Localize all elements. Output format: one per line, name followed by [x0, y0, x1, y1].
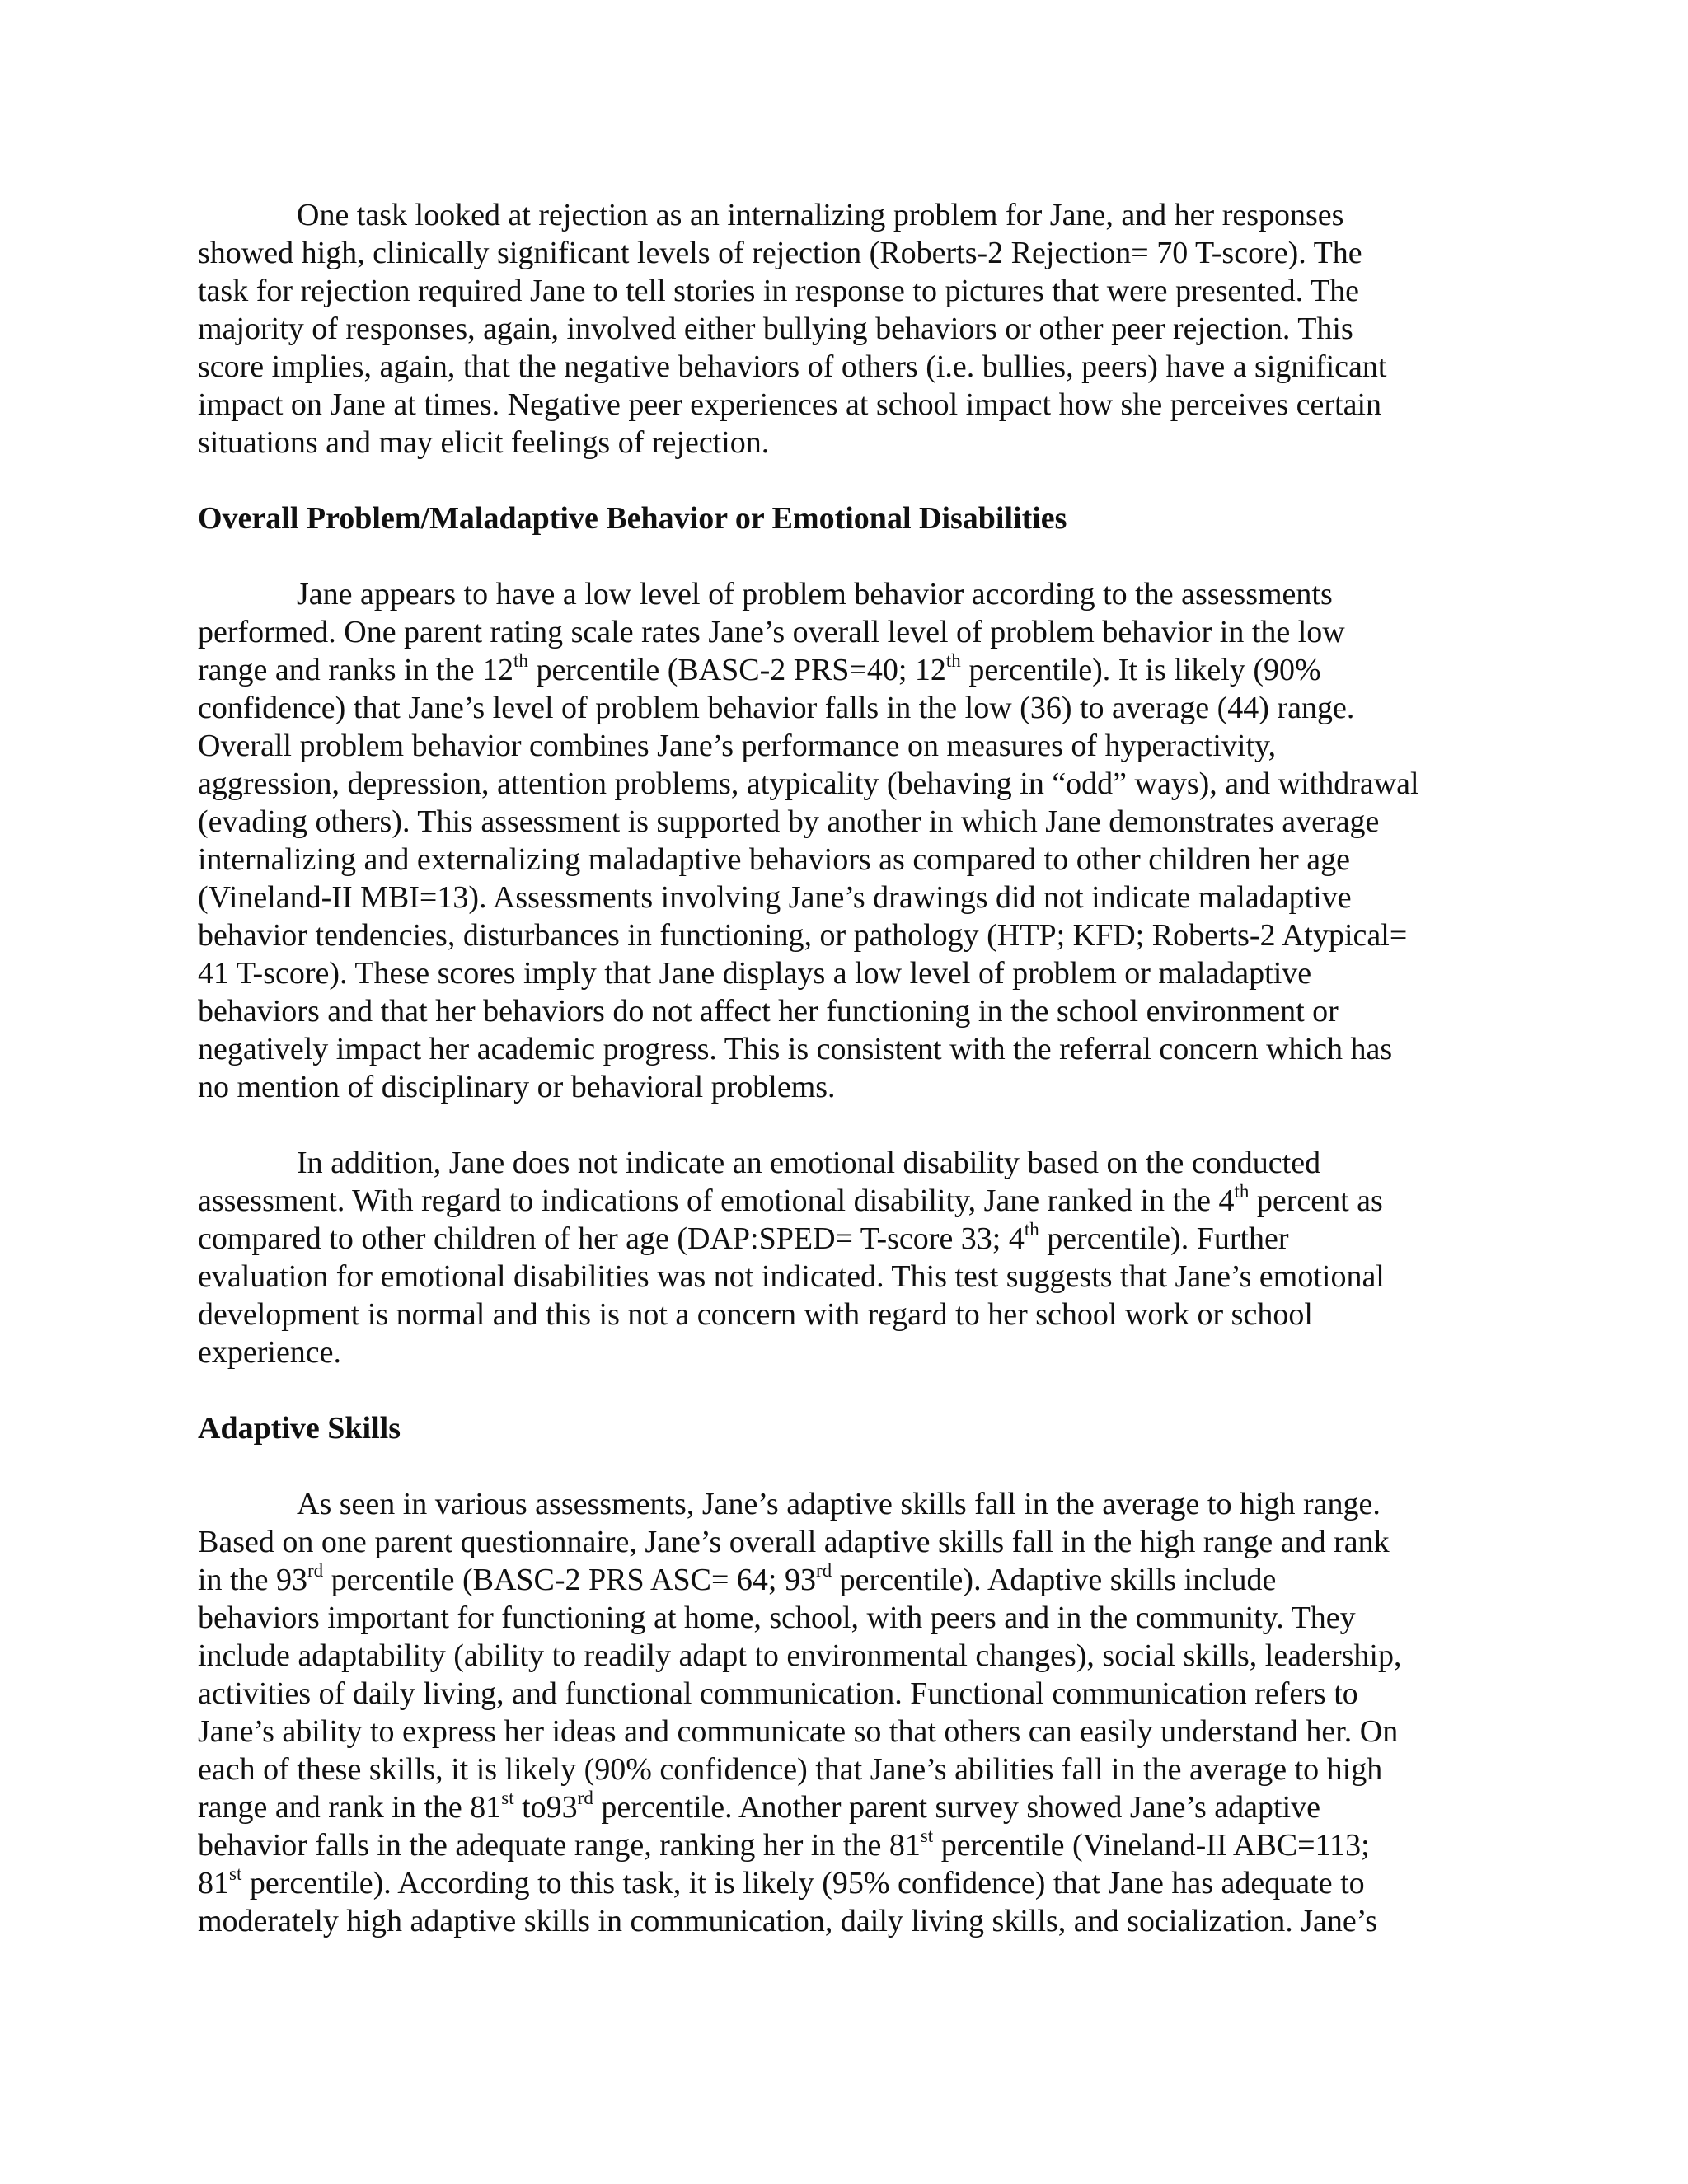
document-page: [198, 196, 1500, 1978]
text-line: (Vineland-II MBI=13). Assessments involving Jane’s drawings did not indicate maladaptive: [198, 880, 1352, 915]
text-line: task for rejection required Jane to tell stories in response to pictures that were presented. The: [198, 274, 1360, 308]
text-line: As seen in various assessments, Jane’s adaptive skills fall in the average to high range.: [297, 1487, 1381, 1521]
text-line: score implies, again, that the negative behaviors of others (i.e. bullies, peers) have a significant: [198, 349, 1387, 384]
section-heading-adaptive-skills: Adaptive Skills: [198, 1411, 401, 1446]
text-line: Overall problem behavior combines Jane’s performance on measures of hyperactivity,: [198, 729, 1277, 763]
text-line: development is normal and this is not a concern with regard to her school work or school: [198, 1297, 1313, 1332]
text-line: aggression, depression, attention problems, atypicality (behaving in “odd” ways), and withdrawal: [198, 766, 1419, 801]
text-line: range and ranks in the 12th percentile (BASC-2 PRS=40; 12th percentile). It is likely (90%: [198, 650, 1321, 687]
text-line: confidence) that Jane’s level of problem behavior falls in the low (36) to average (44) range.: [198, 691, 1355, 725]
section-heading-problem-behavior: Overall Problem/Maladaptive Behavior or Emotional Disabilities: [198, 501, 1067, 536]
text-line: range and rank in the 81st to93rd percentile. Another parent survey showed Jane’s adaptive: [198, 1788, 1320, 1825]
text-line: majority of responses, again, involved either bullying behaviors or other peer rejection. This: [198, 312, 1353, 346]
text-line: Based on one parent questionnaire, Jane’s overall adaptive skills fall in the high range and rank: [198, 1525, 1390, 1559]
text-line: 81st percentile). According to this task, it is likely (95% confidence) that Jane has adequate to: [198, 1863, 1365, 1900]
text-line: no mention of disciplinary or behavioral problems.: [198, 1070, 836, 1104]
text-line: include adaptability (ability to readily adapt to environmental changes), social skills, leadership,: [198, 1638, 1402, 1673]
text-line: Jane appears to have a low level of problem behavior according to the assessments: [297, 577, 1333, 612]
text-line: (evading others). This assessment is supported by another in which Jane demonstrates average: [198, 804, 1380, 839]
text-line: activities of daily living, and functional communication. Functional communication refers to: [198, 1676, 1358, 1711]
text-line: 41 T-score). These scores imply that Jane displays a low level of problem or maladaptive: [198, 956, 1312, 991]
text-line: impact on Jane at times. Negative peer experiences at school impact how she perceives certain: [198, 387, 1382, 422]
paragraph-problem-behavior: [198, 575, 1500, 1106]
text-line: experience.: [198, 1335, 342, 1370]
text-line: Jane’s ability to express her ideas and communicate so that others can easily understand her. On: [198, 1714, 1399, 1749]
text-line: performed. One parent rating scale rates Jane’s overall level of problem behavior in the low: [198, 615, 1345, 649]
text-line: behavior tendencies, disturbances in functioning, or pathology (HTP; KFD; Roberts-2 Atypical=: [198, 918, 1408, 953]
text-line: behaviors important for functioning at home, school, with peers and in the community. They: [198, 1601, 1356, 1635]
text-line: in the 93rd percentile (BASC-2 PRS ASC= 64; 93rd percentile). Adaptive skills include: [198, 1560, 1277, 1597]
text-line: moderately high adaptive skills in communication, daily living skills, and socialization. Jane’s: [198, 1904, 1378, 1938]
text-line: each of these skills, it is likely (90% confidence) that Jane’s abilities fall in the average to high: [198, 1752, 1383, 1787]
text-line: situations and may elicit feelings of rejection.: [198, 425, 770, 460]
paragraph-adaptive-skills: [198, 1485, 1500, 1940]
text-line: negatively impact her academic progress. This is consistent with the referral concern which has: [198, 1032, 1393, 1066]
paragraph-emotional-disability: [198, 1144, 1500, 1371]
text-line: behaviors and that her behaviors do not affect her functioning in the school environment or: [198, 994, 1339, 1029]
text-line: In addition, Jane does not indicate an emotional disability based on the conducted: [297, 1146, 1321, 1180]
text-line: One task looked at rejection as an internalizing problem for Jane, and her responses: [297, 198, 1344, 232]
text-line: showed high, clinically significant levels of rejection (Roberts-2 Rejection= 70 T-score). The: [198, 236, 1362, 270]
text-line: internalizing and externalizing maladaptive behaviors as compared to other children her age: [198, 842, 1351, 877]
paragraph-rejection: [198, 196, 1500, 462]
text-line: behavior falls in the adequate range, ranking her in the 81st percentile (Vineland-II ABC=113;: [198, 1825, 1370, 1863]
text-line: compared to other children of her age (DAP:SPED= T-score 33; 4th percentile). Further: [198, 1219, 1289, 1256]
text-line: assessment. With regard to indications of emotional disability, Jane ranked in the 4th percent as: [198, 1181, 1383, 1218]
text-line: evaluation for emotional disabilities was not indicated. This test suggests that Jane’s emotional: [198, 1259, 1385, 1294]
